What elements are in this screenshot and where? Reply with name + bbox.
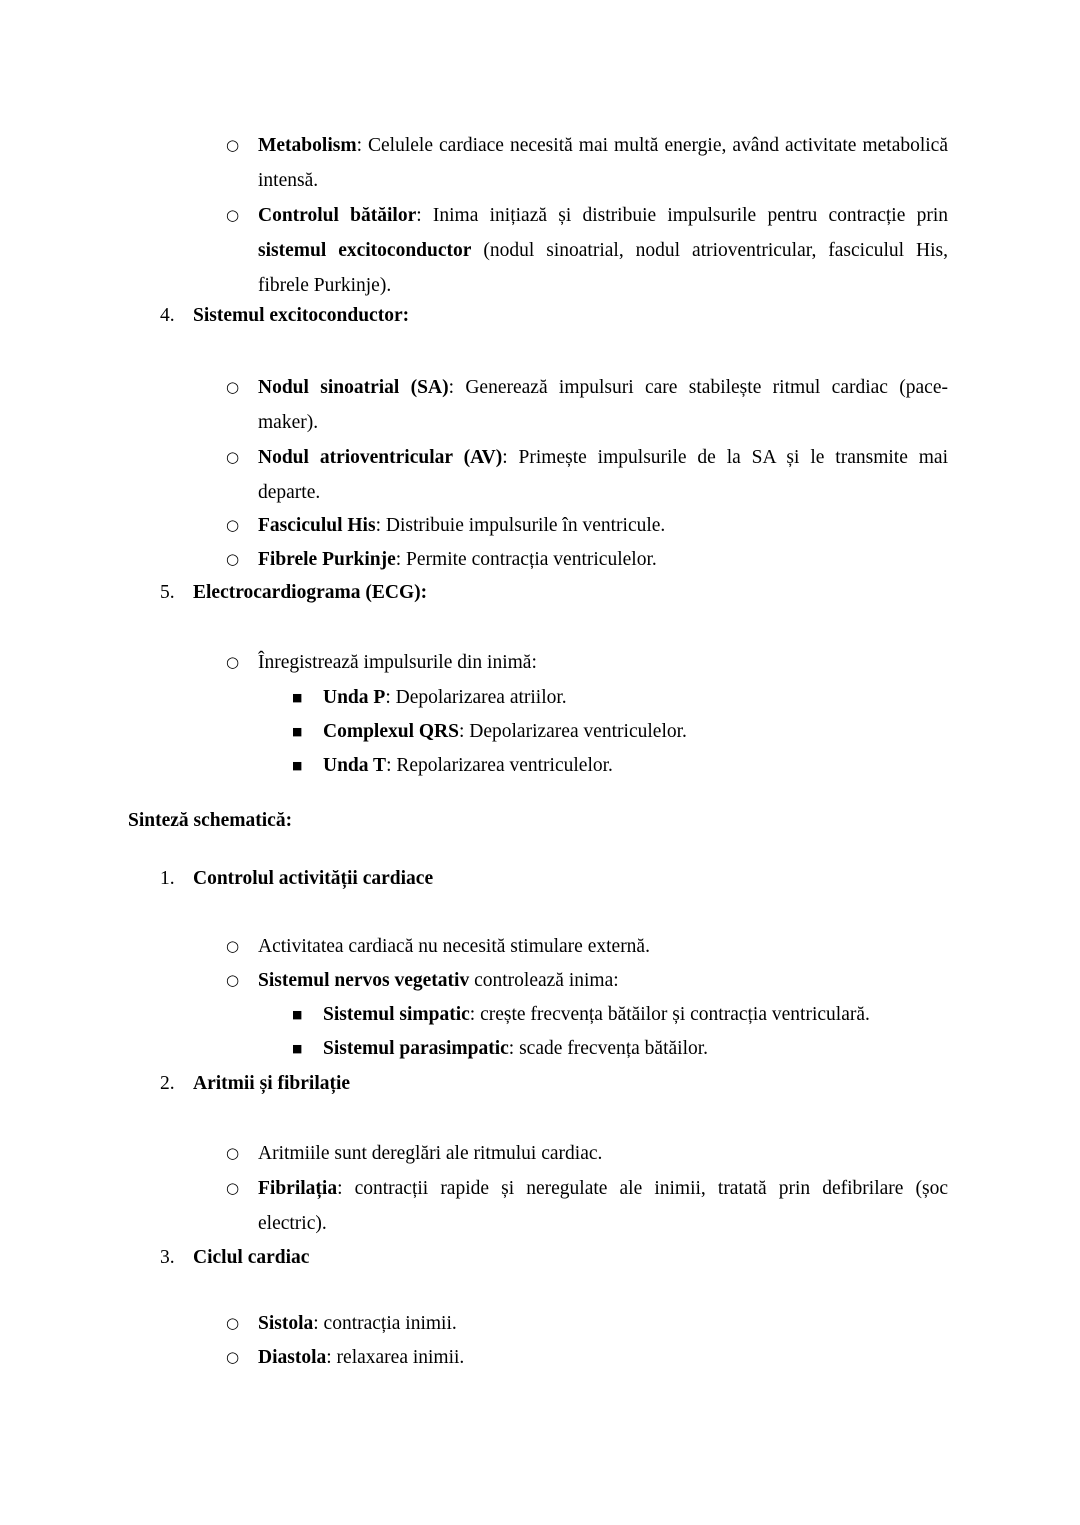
section-heading-synthesis: Sinteză schematică: [128, 810, 293, 831]
item-number: 1. [160, 868, 175, 889]
list-item-lead: Diastola [258, 1347, 327, 1368]
circle-bullet-icon: ○ [226, 378, 240, 396]
circle-bullet-icon: ○ [226, 1314, 240, 1332]
circle-bullet-icon: ○ [226, 1348, 240, 1366]
list-item-rest: controlează inima: [469, 970, 619, 991]
item-number: 4. [160, 305, 175, 326]
circle-bullet-icon: ○ [226, 937, 240, 955]
square-bullet-icon: ■ [292, 1008, 303, 1021]
sub-list-item-lead: Sistemul parasimpatic [323, 1038, 509, 1059]
sub-list-item [292, 680, 948, 715]
list-item-text [258, 370, 948, 440]
list-item-text [258, 440, 948, 510]
list-item-text [258, 1171, 948, 1241]
list-item-text [258, 508, 948, 543]
list-item [226, 1306, 948, 1341]
list-item [226, 1340, 948, 1375]
item-number: 2. [160, 1073, 175, 1094]
circle-bullet-icon: ○ [226, 206, 240, 224]
list-item [226, 370, 948, 440]
list-item [226, 1136, 948, 1171]
list-item-text [258, 542, 948, 577]
sub-list-item-rest: : Repolarizarea ventriculelor. [386, 755, 613, 776]
list-item-lead: Sistemul nervos vegetativ [258, 970, 470, 991]
list-item-lead: Fibrilația [258, 1178, 338, 1199]
sub-list-item-rest: : crește frecvența bătăilor și contracția ventriculară. [469, 1004, 870, 1025]
list-item-text [258, 929, 948, 964]
list-item-rest: : Celulele cardiace necesită mai multă energie, având activitate metabolică intensă. [258, 135, 948, 191]
sub-list-item [292, 997, 948, 1032]
circle-bullet-icon: ○ [226, 653, 240, 671]
list-item-text [258, 1136, 948, 1171]
list-item-rest: : relaxarea inimii. [326, 1347, 465, 1368]
list-item [226, 128, 948, 198]
list-item [226, 929, 948, 964]
list-item-text [258, 963, 948, 998]
circle-bullet-icon: ○ [226, 516, 240, 534]
numbered-item-s3 [160, 1240, 950, 1275]
list-item-rest: : Inima inițiază și distribuie impulsurile pentru contracție prin [416, 205, 949, 226]
square-bullet-icon: ■ [292, 1042, 303, 1055]
list-item-lead: Nodul atrioventricular (AV) [258, 447, 503, 468]
circle-bullet-icon: ○ [226, 550, 240, 568]
sub-list-item-lead: Unda T [323, 755, 387, 776]
square-bullet-icon: ■ [292, 691, 303, 704]
list-item-text [258, 1340, 948, 1375]
list-item-rest: : Permite contracția ventriculelor. [395, 549, 657, 570]
sub-list-item [292, 748, 948, 783]
list-item-rest-2: (nodul sinoatrial, nodul atrioventricular, fasciculul His, fibrele Purkinje). [258, 240, 948, 296]
numbered-item-s1 [160, 861, 950, 896]
list-item [226, 1171, 948, 1241]
list-item-lead-2: sistemul excitoconductor [258, 240, 472, 261]
item-heading: Sistemul excitoconductor: [193, 305, 410, 326]
sub-list-item-text [323, 1031, 948, 1066]
item-heading: Electrocardiograma (ECG): [193, 582, 428, 603]
list-item-rest: : contracția inimii. [313, 1313, 457, 1334]
numbered-item-5 [160, 575, 950, 610]
list-item-rest: : Generează impulsuri care stabilește ritmul cardiac (pace-maker). [258, 377, 948, 433]
sub-list-item-rest: : Depolarizarea atriilor. [385, 687, 567, 708]
numbered-item-s2 [160, 1066, 950, 1101]
circle-bullet-icon: ○ [226, 1144, 240, 1162]
list-item-rest: Înregistrează impulsurile din inimă: [258, 652, 537, 673]
list-item-text [258, 128, 948, 198]
circle-bullet-icon: ○ [226, 1179, 240, 1197]
list-item [226, 645, 948, 680]
sub-list-item-lead: Unda P [323, 687, 386, 708]
list-item [226, 542, 948, 577]
circle-bullet-icon: ○ [226, 448, 240, 466]
sub-list-item-rest: : scade frecvența bătăilor. [508, 1038, 709, 1059]
circle-bullet-icon: ○ [226, 136, 240, 154]
list-item [226, 963, 948, 998]
circle-bullet-icon: ○ [226, 971, 240, 989]
list-item [226, 508, 948, 543]
sub-list-item-text [323, 714, 948, 749]
item-heading: Controlul activității cardiace [193, 868, 434, 889]
list-item-lead: Metabolism [258, 135, 357, 156]
item-heading: Aritmii și fibrilație [193, 1073, 351, 1094]
list-item-rest: : Primește impulsurile de la SA și le transmite mai departe. [258, 447, 948, 503]
item-number: 3. [160, 1247, 175, 1268]
item-heading: Ciclul cardiac [193, 1247, 310, 1268]
sub-list-item [292, 714, 948, 749]
sub-list-item [292, 1031, 948, 1066]
list-item-rest: Aritmiile sunt dereglări ale ritmului cardiac. [258, 1143, 603, 1164]
square-bullet-icon: ■ [292, 759, 303, 772]
square-bullet-icon: ■ [292, 725, 303, 738]
sub-list-item-text [323, 680, 948, 715]
numbered-item-4 [160, 298, 950, 333]
list-item [226, 198, 948, 303]
list-item-text [258, 1306, 948, 1341]
item-number: 5. [160, 582, 175, 603]
sub-list-item-lead: Sistemul simpatic [323, 1004, 470, 1025]
sub-list-item-lead: Complexul QRS [323, 721, 459, 742]
list-item-lead: Nodul sinoatrial (SA) [258, 377, 449, 398]
list-item-lead: Controlul bătăilor [258, 205, 417, 226]
list-item-lead: Fasciculul His [258, 515, 376, 536]
list-item-rest: : Distribuie impulsurile în ventricule. [375, 515, 666, 536]
sub-list-item-rest: : Depolarizarea ventriculelor. [458, 721, 687, 742]
sub-list-item-text [323, 997, 948, 1032]
list-item-text [258, 198, 948, 303]
list-item-text [258, 645, 948, 680]
list-item-rest: : contracții rapide și neregulate ale inimii, tratată prin defibrilare (șoc electric). [258, 1178, 948, 1234]
sub-list-item-text [323, 748, 948, 783]
list-item-rest: Activitatea cardiacă nu necesită stimulare externă. [258, 936, 650, 957]
list-item [226, 440, 948, 510]
list-item-lead: Sistola [258, 1313, 314, 1334]
list-item-lead: Fibrele Purkinje [258, 549, 396, 570]
